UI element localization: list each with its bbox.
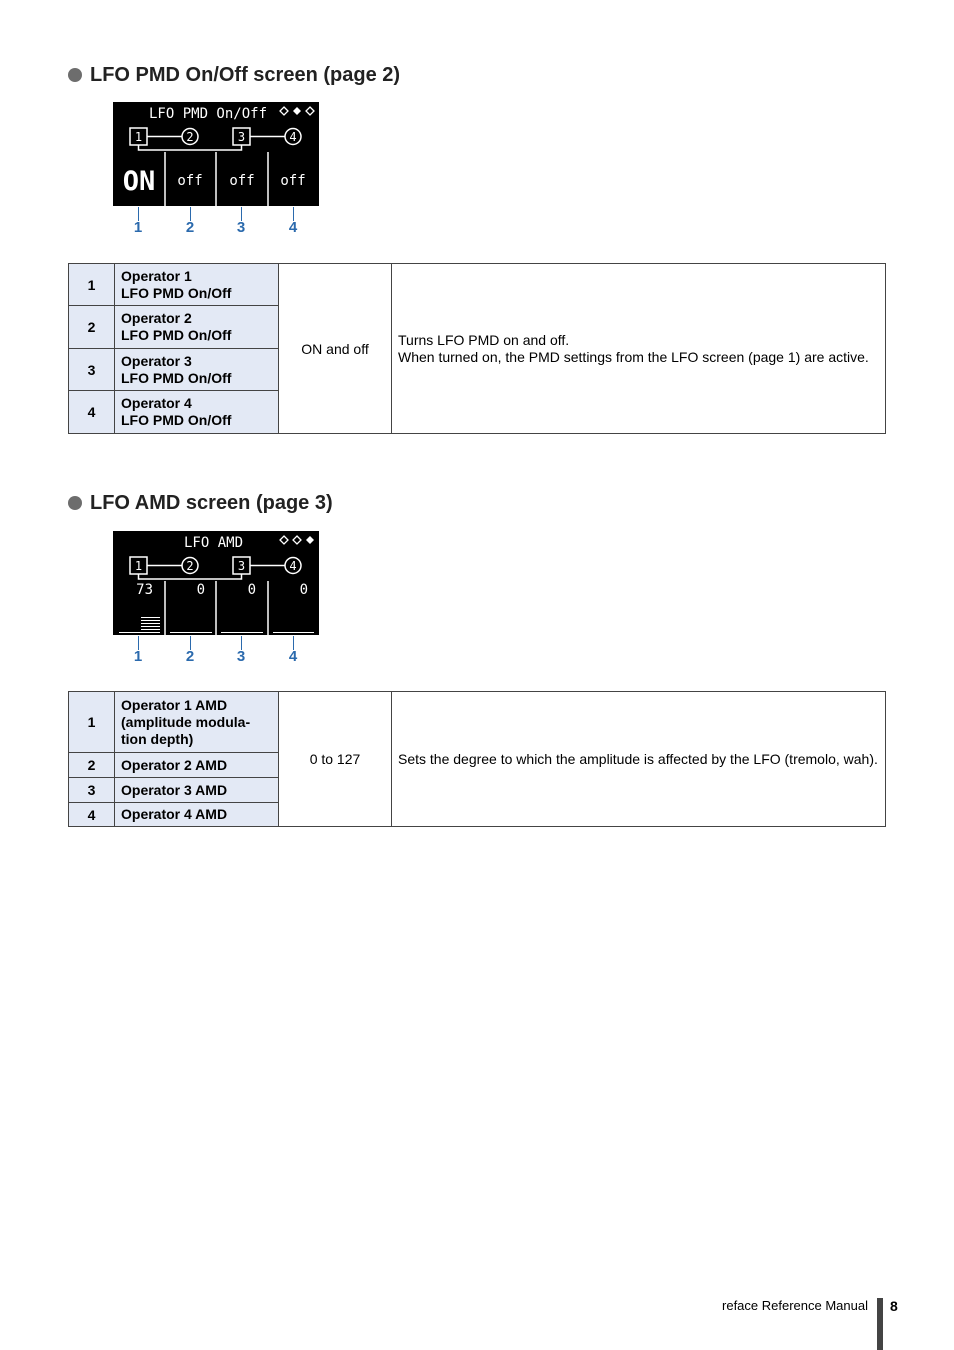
page-marker-bar	[877, 1298, 883, 1350]
param-name: Operator 3 AMD	[115, 778, 279, 803]
op1-pmd-value: ON	[122, 166, 156, 197]
callout-2: 2	[185, 648, 195, 665]
row-index: 4	[69, 391, 115, 434]
param-name	[115, 692, 279, 753]
op-box-1: 1	[134, 130, 143, 144]
lcd-title: LFO AMD	[184, 535, 244, 551]
param-name-line: (amplitude modula-	[121, 713, 251, 730]
callout-1: 1	[133, 219, 143, 236]
param-name-line: tion depth)	[121, 730, 194, 747]
param-name-line: LFO PMD On/Off	[121, 327, 232, 343]
param-range: 0 to 127	[279, 692, 392, 827]
param-name-line: Operator 1	[121, 267, 192, 284]
table-row	[69, 264, 886, 306]
param-name-line: LFO PMD On/Off	[121, 284, 232, 301]
lcd-screen-amd	[113, 531, 319, 635]
algorithm-diagram	[130, 557, 301, 579]
op-box-2: 2	[186, 559, 194, 573]
param-name-line: LFO PMD On/Off	[121, 369, 232, 386]
op-box-3: 3	[237, 130, 246, 144]
param-name	[115, 391, 279, 434]
callout-3: 3	[236, 648, 246, 665]
row-index: 3	[69, 778, 115, 803]
pmd-parameter-table	[68, 263, 886, 434]
op-box-3: 3	[237, 559, 246, 573]
param-name	[115, 264, 279, 306]
page-indicator-icon	[280, 107, 314, 115]
param-name: Operator 2 AMD	[115, 753, 279, 778]
callout-4: 4	[288, 648, 298, 665]
page-indicator-icon	[280, 536, 314, 544]
param-description	[392, 264, 886, 434]
param-description: Sets the degree to which the amplitude is affected by the LFO (tremolo, wah).	[392, 692, 886, 827]
param-name	[115, 349, 279, 391]
param-name-line: LFO PMD On/Off	[121, 412, 232, 428]
lcd-display	[113, 531, 319, 635]
row-index: 2	[69, 753, 115, 778]
param-name-line: Operator 2	[121, 310, 192, 326]
op2-amd-value: 0	[196, 582, 205, 598]
op-box-1: 1	[134, 559, 143, 573]
callout-row-amd	[113, 636, 319, 666]
param-name: Operator 4 AMD	[115, 803, 279, 827]
op-box-4: 4	[289, 130, 297, 144]
callout-3: 3	[236, 219, 246, 236]
row-index: 4	[69, 803, 115, 827]
bullet-icon	[68, 496, 82, 510]
op-box-2: 2	[186, 130, 194, 144]
algorithm-diagram	[130, 128, 301, 150]
level-meter-op1	[119, 618, 160, 633]
op3-amd-value: 0	[247, 582, 256, 598]
op-box-4: 4	[289, 559, 297, 573]
table-row	[69, 692, 886, 753]
lcd-screen-pmd	[113, 102, 319, 206]
row-index: 1	[69, 264, 115, 306]
callout-row-pmd	[113, 207, 319, 237]
bullet-icon	[68, 68, 82, 82]
row-index: 2	[69, 306, 115, 349]
callout-2: 2	[185, 219, 195, 236]
op4-pmd-value: off	[280, 173, 306, 189]
description-line: When turned on, the PMD settings from the LFO screen (page 1) are active.	[398, 348, 869, 365]
lcd-title: LFO PMD On/Off	[149, 106, 268, 122]
section-heading-amd	[68, 491, 333, 515]
callout-1: 1	[133, 648, 143, 665]
op2-pmd-value: off	[177, 173, 203, 189]
row-index: 1	[69, 692, 115, 753]
section-heading-text: LFO AMD screen (page 3)	[90, 492, 333, 514]
param-range: ON and off	[279, 264, 392, 434]
description-line: Turns LFO PMD on and off.	[398, 331, 570, 348]
op1-amd-value: 73	[136, 582, 153, 598]
footer-manual-title: reface Reference Manual	[722, 1298, 868, 1313]
page-number: 8	[890, 1298, 898, 1314]
callout-4: 4	[288, 219, 298, 236]
param-name-line: Operator 4	[121, 395, 192, 411]
param-name-line: Operator 1 AMD	[121, 696, 228, 713]
row-index: 3	[69, 349, 115, 391]
param-name-line: Operator 3	[121, 352, 192, 369]
op4-amd-value: 0	[299, 582, 308, 598]
section-heading-pmd	[68, 63, 400, 87]
param-name	[115, 306, 279, 349]
lcd-display	[113, 102, 319, 206]
section-heading-text: LFO PMD On/Off screen (page 2)	[90, 64, 401, 86]
amd-parameter-table	[68, 691, 886, 827]
op3-pmd-value: off	[229, 173, 255, 189]
